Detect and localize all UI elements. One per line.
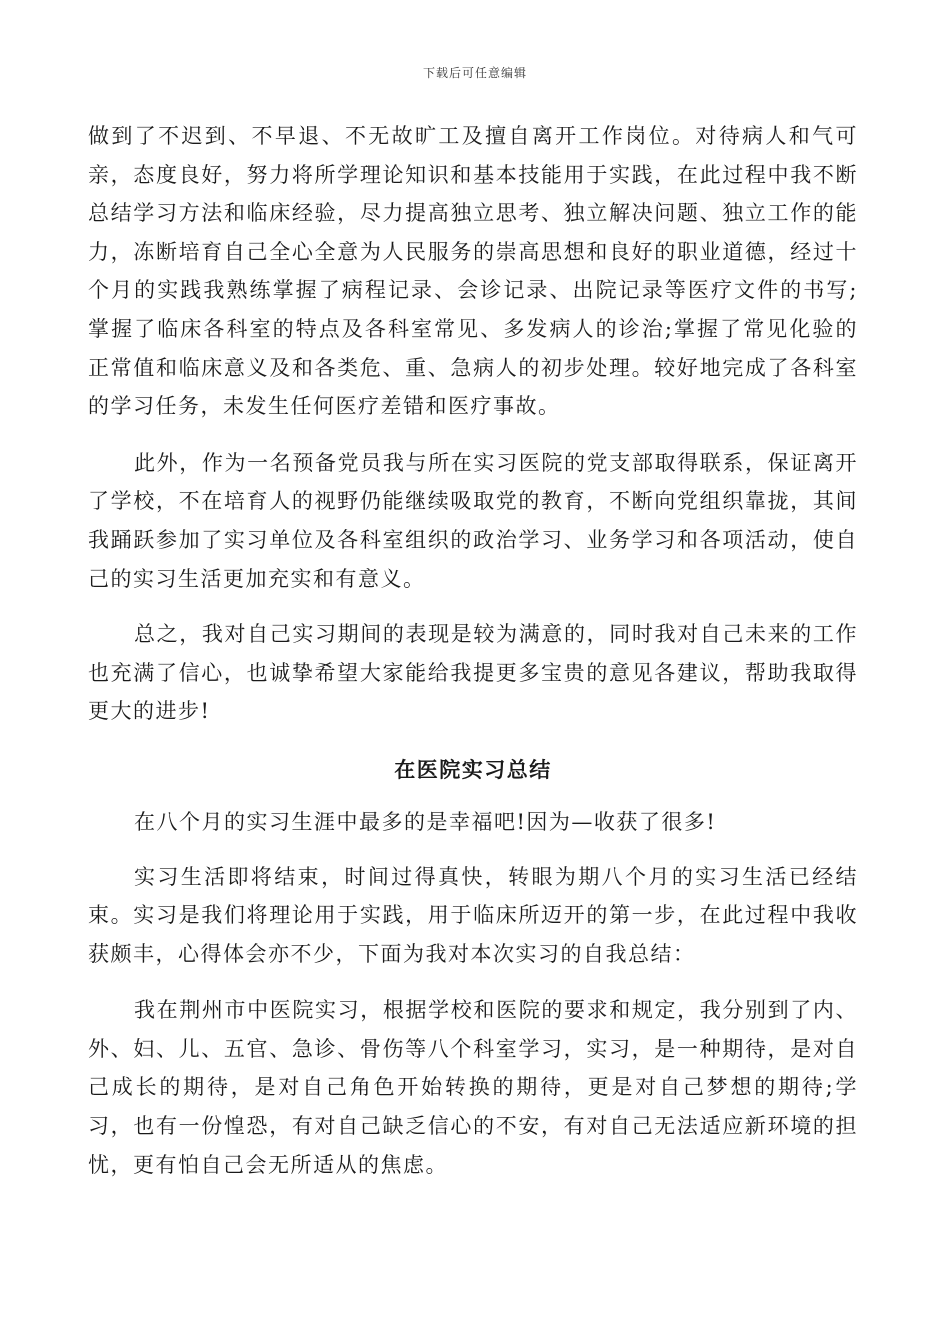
section-title: 在医院实习总结 <box>394 756 552 782</box>
body-paragraph: 做到了不迟到、不早退、不无故旷工及擅自离开工作岗位。对待病人和气可亲，态度良好，努力将所学理论知识和基本技能用于实践，在此过程中我不断总结学习方法和临床经验，尽力提高独立思考、独立解决问题、独立工作的能力，冻断培育自己全心全意为人民服务的崇高思想和良好的职业道德，经过十个月的实践我熟练掌握了病程记录、会诊记录、出院记录等医疗文件的书写;掌握了临床各科室的特点及各科室常见、多发病人的诊治;掌握了常见化验的正常值和临床意义及和各类危、重、急病人的初步处理。较好地完成了各科室的学习任务，未发生任何医疗差错和医疗事故。 <box>88 124 858 419</box>
body-paragraph: 此外，作为一名预备党员我与所在实习医院的党支部取得联系，保证离开了学校，不在培育人的视野仍能继续吸取党的教育，不断向党组织靠拢，其间我踊跃参加了实习单位及各科室组织的政治学习、业务学习和各项活动，使自己的实习生活更加充实和有意义。 <box>88 450 858 591</box>
body-paragraph: 实习生活即将结束，时间过得真快，转眼为期八个月的实习生活已经结束。实习是我们将理论用于实践，用于临床所迈开的第一步，在此过程中我收获颇丰，心得体会亦不少，下面为我对本次实习的自我总结： <box>88 864 858 966</box>
body-paragraph: 我在荆州市中医院实习，根据学校和医院的要求和规定，我分别到了内、外、妇、儿、五官、急诊、骨伤等八个科室学习，实习，是一种期待，是对自己成长的期待，是对自己角色开始转换的期待，更是对自己梦想的期待;学习，也有一份惶恐，有对自己缺乏信心的不安，有对自己无法适应新环境的担忧，更有怕自己会无所适从的焦虑。 <box>88 998 858 1177</box>
page-header-note: 下载后可任意编辑 <box>422 66 527 80</box>
body-paragraph: 总之，我对自己实习期间的表现是较为满意的，同时我对自己未来的工作也充满了信心，也诚挚希望大家能给我提更多宝贵的意见各建议，帮助我取得更大的进步! <box>88 622 858 724</box>
document-body <box>88 117 858 1184</box>
body-paragraph: 在八个月的实习生涯中最多的是幸福吧!因为—收获了很多! <box>134 809 717 834</box>
